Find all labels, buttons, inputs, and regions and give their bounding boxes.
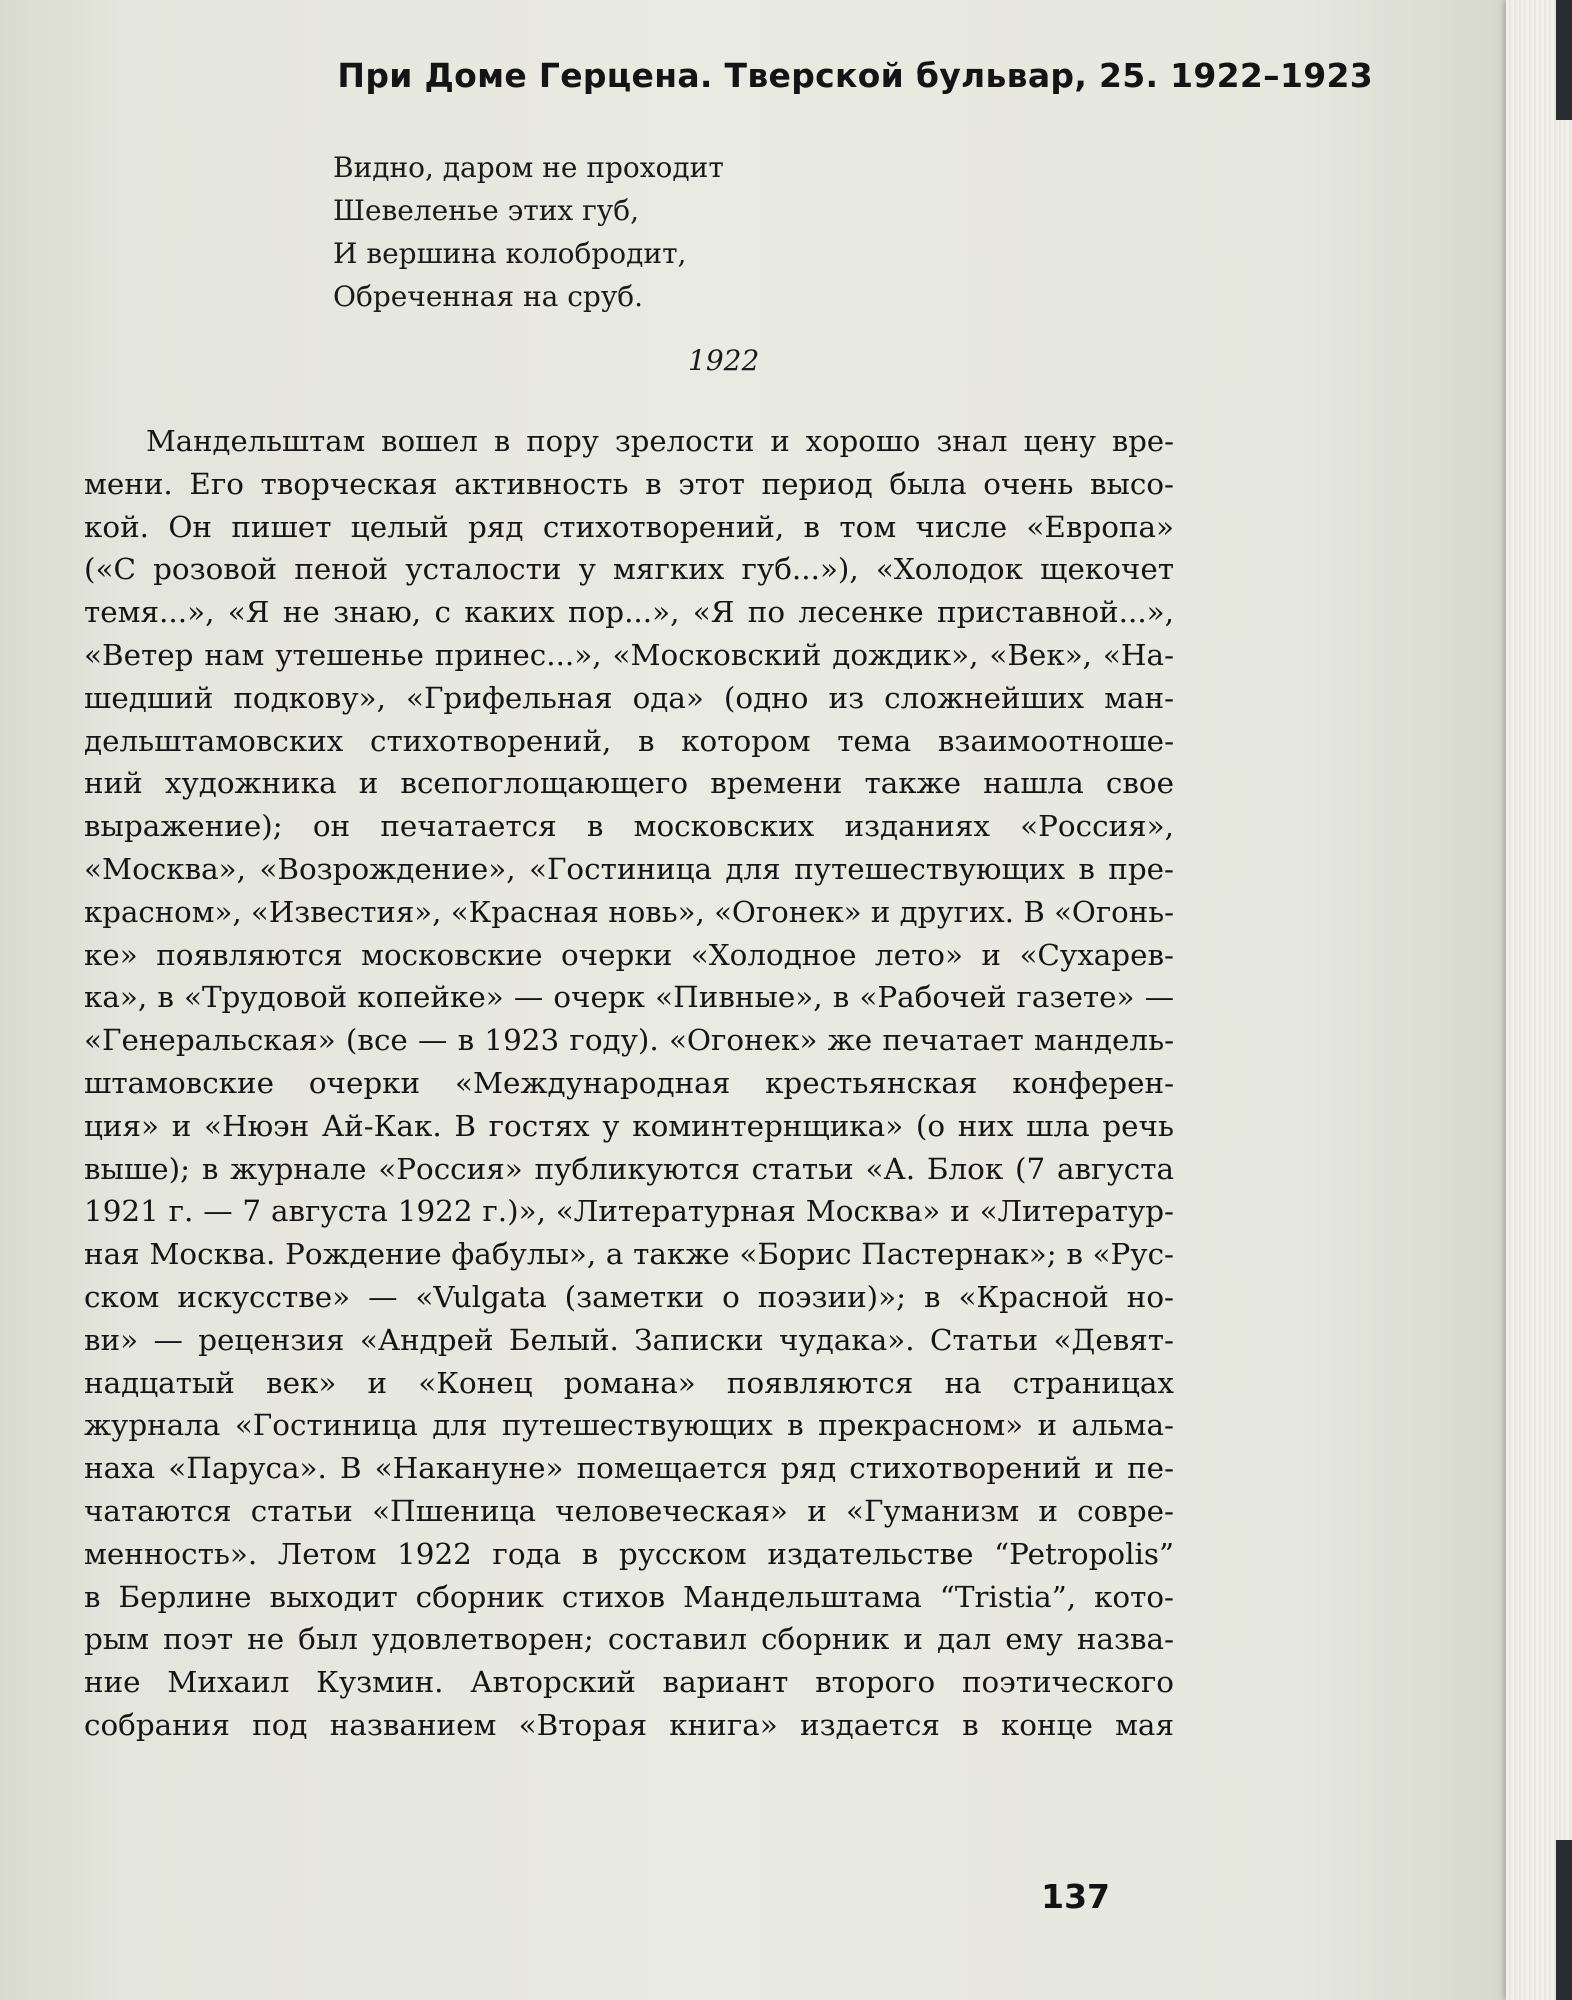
text-line: «Ветер нам утешенье принес...», «Московский дождик», «Век», «На-: [84, 637, 1174, 672]
text-line: дельштамовских стихотворений, в котором тема взаимоотноше-: [84, 723, 1174, 758]
poem-line: Обреченная на сруб.: [333, 280, 644, 313]
page-stack-edge: [1506, 0, 1572, 2000]
poem-line: Видно, даром не проходит: [333, 151, 724, 184]
text-line: собрания под названием «Вторая книга» издается в конце мая: [84, 1707, 1174, 1742]
text-line: штамовские очерки «Международная крестьянская конферен-: [84, 1065, 1174, 1100]
text-line: журнала «Гостиница для путешествующих в прекрасном» и альма-: [84, 1408, 1174, 1443]
text-line: «Генеральская» (все — в 1923 году). «Огонек» же печатает мандель-: [84, 1023, 1174, 1058]
text-line: ний художника и всепоглощающего времени также нашла свое: [84, 766, 1174, 801]
text-line: ке» появляются московские очерки «Холодное лето» и «Сухарев-: [84, 937, 1174, 972]
text-line: красном», «Известия», «Красная новь», «Огонек» и других. В «Огонь-: [84, 894, 1174, 929]
text-line: надцатый век» и «Конец романа» появляются на страницах: [84, 1365, 1174, 1400]
text-line: ная Москва. Рождение фабулы», а также «Борис Пастернак»; в «Рус-: [84, 1237, 1174, 1272]
body-paragraph: [84, 420, 1174, 1747]
text-line: темя...», «Я не знаю, с каких пор...», «Я по лесенке приставной...»,: [84, 595, 1174, 630]
page-number: 137: [1041, 1877, 1110, 1916]
text-line: выражение); он печатается в московских изданиях «Россия»,: [84, 809, 1174, 844]
text-line: ние Михаил Кузмин. Авторский вариант второго поэтического: [84, 1665, 1174, 1700]
text-line: менность». Летом 1922 года в русском издательстве “Petropolis”: [84, 1536, 1174, 1571]
text-line: шедший подкову», «Грифельная ода» (одно из сложнейших ман-: [84, 680, 1174, 715]
text-line: ция» и «Нюэн Ай-Как. В гостях у коминтернщика» (о них шла речь: [84, 1108, 1174, 1143]
text-line: Мандельштам вошел в пору зрелости и хорошо знал цену вре-: [146, 424, 1174, 458]
text-line: рым поэт не был удовлетворен; составил сборник и дал ему назва-: [84, 1622, 1174, 1657]
text-line: 1921 г. — 7 августа 1922 г.)», «Литературная Москва» и «Литератур-: [84, 1194, 1174, 1229]
poem-date: 1922: [688, 344, 760, 377]
background-gap: [1556, 0, 1572, 120]
text-line: кой. Он пишет целый ряд стихотворений, в том числе «Европа»: [84, 509, 1174, 544]
text-line: мени. Его творческая активность в этот период была очень высо-: [84, 466, 1174, 501]
running-head: При Доме Герцена. Тверской бульвар, 25. 1922–1923: [337, 56, 1373, 95]
text-line: ском искусстве» — «Vulgata (заметки о поэзии)»; в «Красной но-: [84, 1279, 1174, 1314]
text-line: («С розовой пеной усталости у мягких губ...»), «Холодок щекочет: [84, 552, 1174, 587]
text-line: ка», в «Трудовой копейке» — очерк «Пивные», в «Рабочей газете» —: [84, 980, 1174, 1015]
text-line: в Берлине выходит сборник стихов Мандельштама “Tristia”, кото-: [84, 1579, 1174, 1614]
poem-line: И вершина колобродит,: [333, 237, 687, 270]
text-line: чатаются статьи «Пшеница человеческая» и «Гуманизм и совре-: [84, 1493, 1174, 1528]
poem-stanza: [333, 146, 724, 318]
text-line: наха «Паруса». В «Накануне» помещается ряд стихотворений и пе-: [84, 1451, 1174, 1486]
text-line: ви» — рецензия «Андрей Белый. Записки чудака». Статьи «Девят-: [84, 1322, 1174, 1357]
text-line: «Москва», «Возрождение», «Гостиница для путешествующих в пре-: [84, 851, 1174, 886]
background-gap: [1556, 1840, 1572, 2000]
text-line: выше); в журнале «Россия» публикуются статьи «А. Блок (7 августа: [84, 1151, 1174, 1186]
poem-line: Шевеленье этих губ,: [333, 194, 640, 227]
